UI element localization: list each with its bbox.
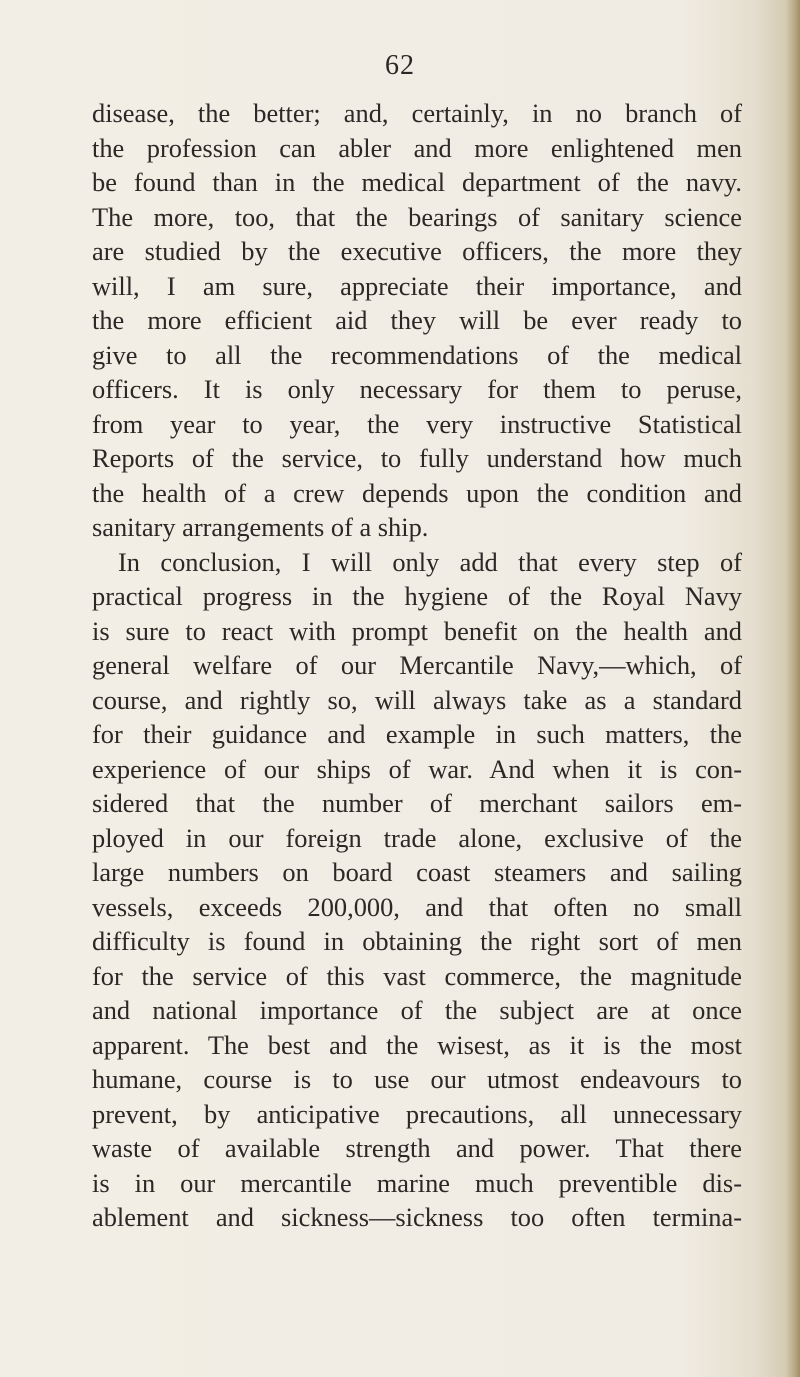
text-line: sidered that the number of merchant sailors em- [92,788,742,818]
text-line: experience of our ships of war. And when it is con- [92,753,742,784]
text-line: humane, course is to use our utmost endeavours to [92,1064,742,1094]
text-line: large numbers on board coast steamers and sailing [92,857,742,887]
text-line: is in our mercantile marine much preventible dis- [92,1167,742,1198]
text-line: is sure to react with prompt benefit on the health and [92,615,742,646]
text-line: are studied by the executive officers, the more they [92,236,742,266]
text-line: and national importance of the subject are at once [92,995,742,1025]
body-text [92,96,742,1235]
text-line: be found than in the medical department of the navy. [92,167,742,197]
page-number: 62 [385,50,415,81]
text-line: ployed in our foreign trade alone, exclusive of the [92,822,742,853]
text-line: apparent. The best and the wisest, as it is the most [92,1029,742,1060]
text-line: The more, too, that the bearings of sanitary science [92,201,742,232]
text-line: general welfare of our Mercantile Navy,—which, of [92,650,742,680]
text-line: from year to year, the very instructive Statistical [92,408,742,439]
text-line: ablement and sickness—sickness too often termina- [92,1202,742,1232]
text-line: for the service of this vast commerce, the magnitude [92,960,742,991]
text-line: sanitary arrangements of a ship. [92,512,429,542]
text-line: the profession can abler and more enlightened men [92,132,742,163]
text-line: difficulty is found in obtaining the right sort of men [92,926,742,956]
text-line: the health of a crew depends upon the condition and [92,477,742,508]
text-line: the more efficient aid they will be ever ready to [92,305,742,335]
text-line: prevent, by anticipative precautions, all unnecessary [92,1098,742,1129]
text-line: will, I am sure, appreciate their importance, and [92,270,742,301]
text-line: for their guidance and example in such matters, the [92,719,742,749]
text-line: vessels, exceeds 200,000, and that often no small [92,891,742,922]
text-line: officers. It is only necessary for them to peruse, [92,374,742,404]
text-line: course, and rightly so, will always take as a standard [92,684,742,715]
page-edge-shadow [786,0,800,1377]
text-line: Reports of the service, to fully understand how much [92,443,742,473]
text-line: waste of available strength and power. That there [92,1133,742,1163]
text-line: practical progress in the hygiene of the Royal Navy [92,581,742,611]
text-line: In conclusion, I will only add that every step of [118,546,742,577]
text-line: disease, the better; and, certainly, in no branch of [92,98,742,128]
text-line: give to all the recommendations of the medical [92,339,742,370]
